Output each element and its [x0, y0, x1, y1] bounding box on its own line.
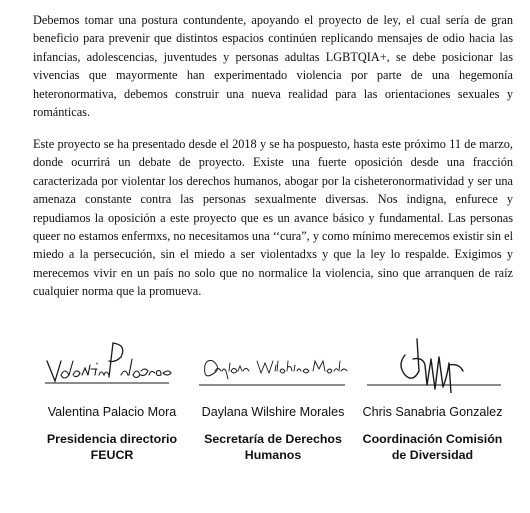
signature-block-2: [193, 325, 353, 505]
handwritten-signature-1: [37, 325, 187, 393]
signature-block-3: [355, 325, 510, 505]
signatory-name-2: Daylana Wilshire Morales: [201, 405, 345, 419]
handwritten-signature-3: [355, 325, 510, 393]
signatory-title-1: Presidencia directorio FEUCR: [46, 432, 178, 462]
body-paragraph-1: Debemos tomar una postura contundente, apoyando el proyecto de ley, el cual sería de gran beneficio para prevenir que distintos espacios continúen replicando mensajes de odio hacia las infancias, adolescencias, juventudes y personas adultas LGBTQIA+, se debe posicionar las vivencias que mayormente han experimentado violencia por parte de una hegemonía heteronormativa, debemos construir una nueva realidad para las orientaciones sexuales y románticas.: [33, 13, 513, 120]
signature-block-1: [37, 325, 187, 505]
signatory-name-1: Valentina Palacio Mora: [47, 405, 177, 419]
signatory-title-3: Coordinación Comisión de Diversidad: [362, 432, 503, 462]
signatory-name-3: Chris Sanabria Gonzalez: [362, 405, 503, 419]
signatures-section: [0, 325, 530, 505]
handwritten-signature-2: [193, 325, 353, 393]
signatory-title-2: Secretaría de Derechos Humanos: [204, 432, 342, 462]
body-paragraph-2: Este proyecto se ha presentado desde el 2018 y se ha pospuesto, hasta este próximo 11 de marzo, donde ocurrirá un debate de proyecto. Existe una fuerte oposición desde una fracción caracterizada por violentar los derechos humanos, abogar por la cisheteronormatividad y ser una amenaza constante contra las personas sexualmente diversas. Nos indigna, enfurece y repudiamos la oposición a este proyecto que es un avance básico y fundamental. Las personas queer no estamos enfermxs, no necesitamos una ‘‘cura”, y como mínimo merecemos existir sin el miedo a la persecución, sin el miedo a ser violentadxs y que la ley lo respalde. Exigimos y merecemos vivir en un país no solo que no normalice la violencia, sino que arranquen de raíz cualquier norma que la promueva.: [33, 137, 513, 299]
